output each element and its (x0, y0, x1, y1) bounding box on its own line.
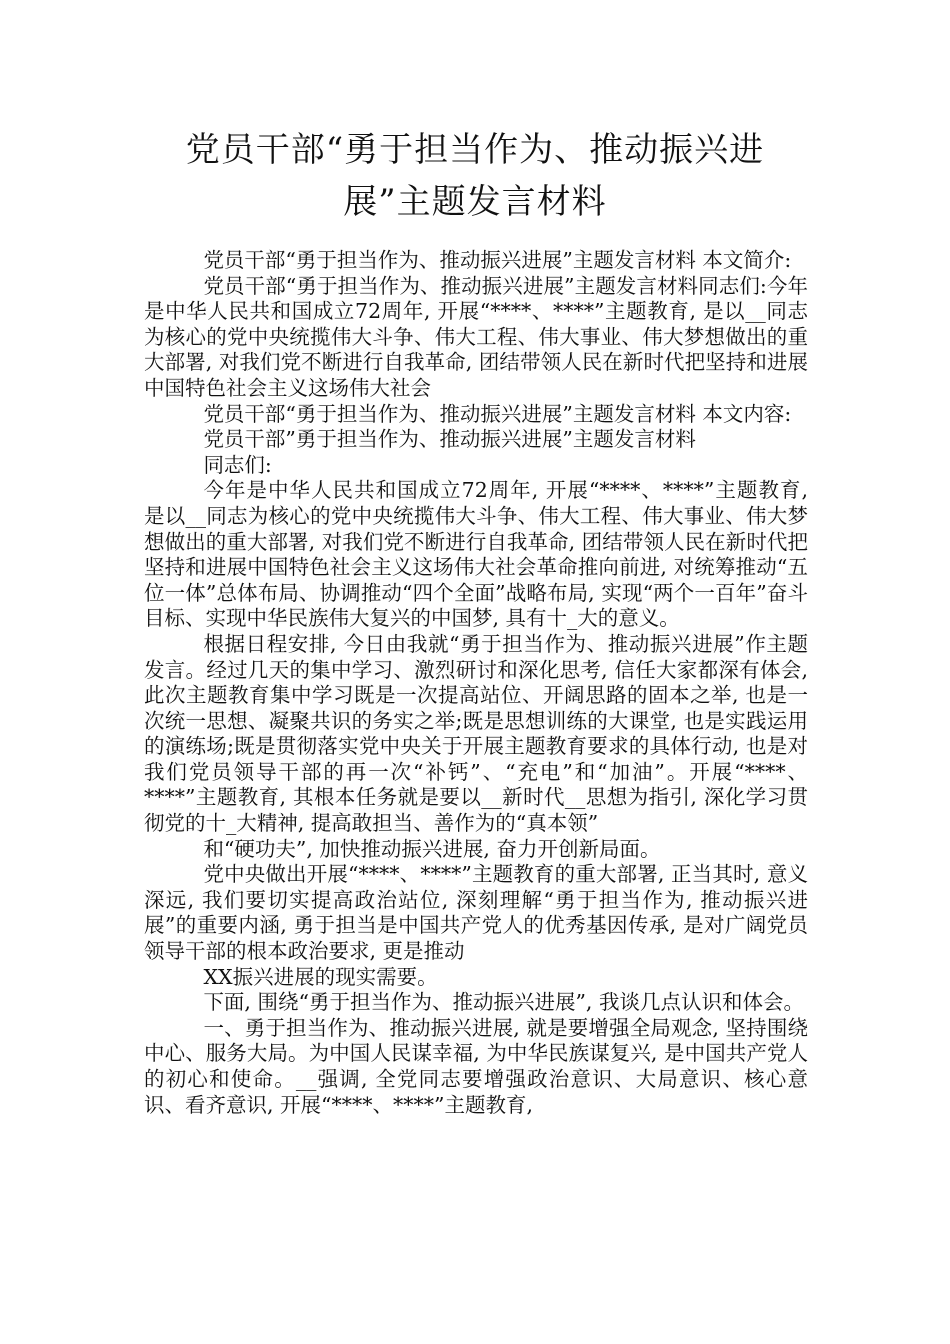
paragraph: 根据日程安排, 今日由我就“勇于担当作为、推动振兴进展”作主题发言。经过几天的集中学习、激烈研讨和深化思考, 信任大家都深有体会, 此次主题教育集中学习既是一次提高站位、开阔思路的固本之举, 也是一次统一思想、凝聚共识的务实之举;既是思想训练的大课堂, 也是实践运用的演练场;既是贯彻落实党中央关于开展主题教育要求的具体行动, 也是对我们党员领导干部的再一次“补钙”、“充电”和“加油”。开展“****、****”主题教育, 其根本任务就是要以__新时代__思想为指引, 深化学习贯彻党的十_大精神, 提高敢担当、善作为的“真本领” (144, 631, 808, 836)
paragraph: 今年是中华人民共和国成立72周年, 开展“****、****”主题教育, 是以__同志为核心的党中央统揽伟大斗争、伟大工程、伟大事业、伟大梦想做出的重大部署, 对我们党不断进行自我革命, 团结带领人民在新时代把坚持和进展中国特色社会主义这场伟大社会革命推向前进, 对统筹推动“五位一体”总体布局、协调推动“四个全面”战略布局, 实现“两个一百年”奋斗目标、实现中华民族伟大复兴的中国梦, 具有十_大的意义。 (144, 478, 808, 631)
paragraph-salutation: 同志们: (203, 452, 272, 477)
document-title (140, 124, 810, 228)
paragraph: 党中央做出开展“****、****”主题教育的重大部署, 正当其时, 意义深远, 我们要切实提高政治站位, 深刻理解“勇于担当作为, 推动振兴进展”的重要内涵, 勇于担当是中国共产党人的优秀基因传承, 是对广阔党员领导干部的根本政治要求, 更是推动 (144, 862, 808, 964)
title-line-1: 党员干部“勇于担当作为、推动振兴进 (185, 130, 765, 170)
paragraph-abstract-heading: 党员干部“勇于担当作为、推动振兴进展”主题发言材料 本文简介: (203, 248, 792, 272)
paragraph: XX振兴进展的现实需要。 (203, 964, 438, 989)
document-body (144, 248, 808, 1118)
paragraph: 和“硬功夫”, 加快推动振兴进展, 奋力开创新局面。 (203, 836, 661, 861)
paragraph: 下面, 围绕“勇于担当作为、推动振兴进展”, 我谈几点认识和体会。 (203, 990, 804, 1015)
paragraph: 一、勇于担当作为、推动振兴进展, 就是要增强全局观念, 坚持围绕中心、服务大局。为中国人民谋幸福, 为中华民族谋复兴, 是中国共产党人的初心和使命。__强调, 全党同志要增强政治意识、大局意识、核心意识、看齐意识, 开展“****、****”主题教育, (144, 1015, 808, 1117)
paragraph-content-heading: 党员干部“勇于担当作为、推动振兴进展”主题发言材料 本文内容: (203, 401, 792, 426)
paragraph-abstract: 党员干部“勇于担当作为、推动振兴进展”主题发言材料同志们:今年是中华人民共和国成立72周年, 开展“****、****”主题教育, 是以__同志为核心的党中央统揽伟大斗争、伟大工程、伟大事业、伟大梦想做出的重大部署, 对我们党不断进行自我革命, 团结带领人民在新时代把坚持和进展中国特色社会主义这场伟大社会 (144, 273, 808, 400)
title-line-2: 展”主题发言材料 (343, 182, 607, 222)
paragraph-subtitle: 党员干部”勇于担当作为、推动振兴进展”主题发言材料 (203, 427, 696, 452)
